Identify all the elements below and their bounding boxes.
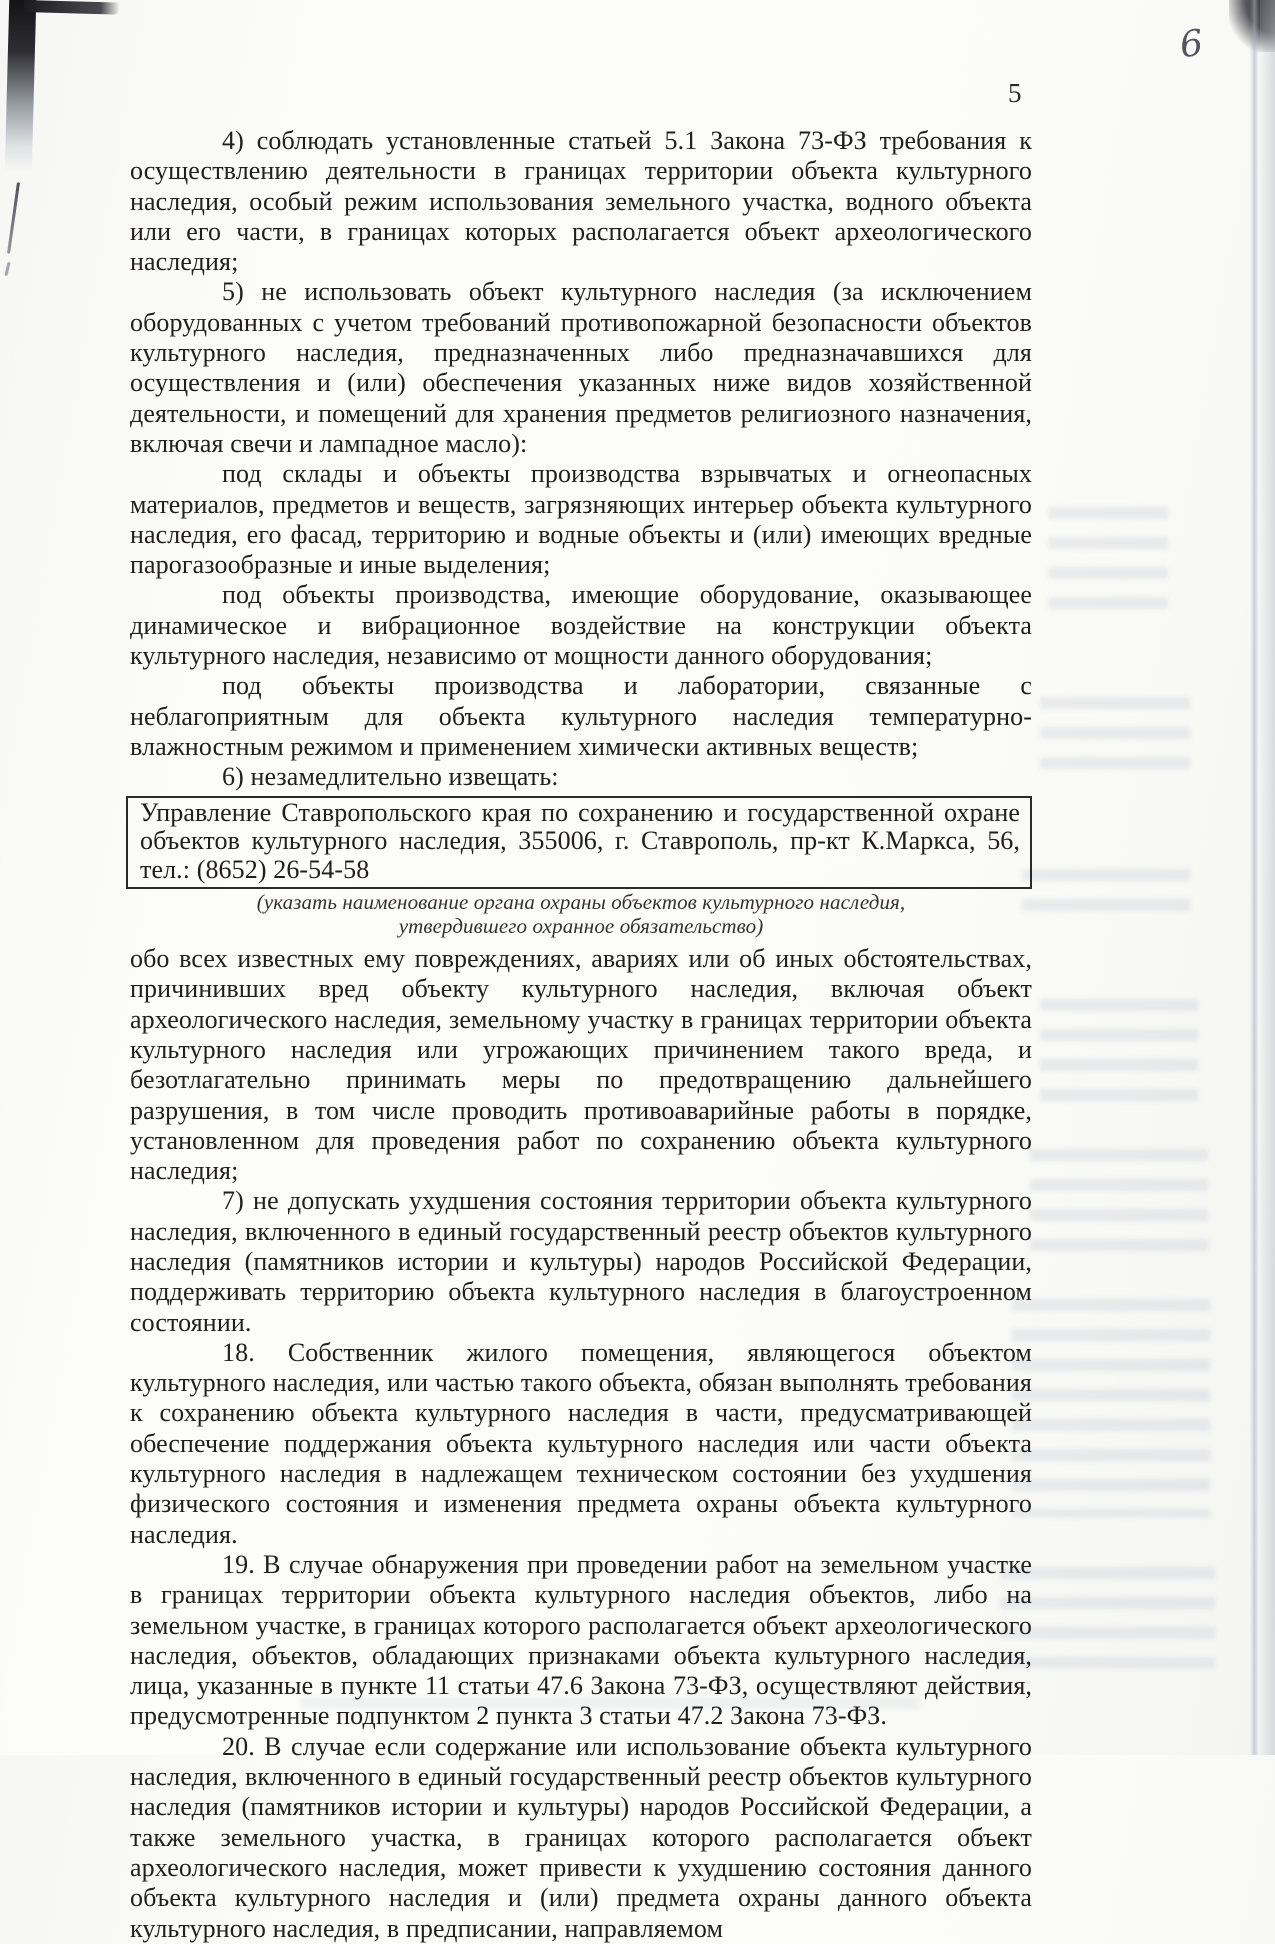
paragraph-item-7: 7) не допускать ухудшения состояния территории объекта культурного наследия, включенного в единый государственный реестр объектов культурного наследия (памятников истории и культуры) народов Российской Федерации, поддерживать территорию объекта культурного наследия в благоустроенном состоянии. [130,1186,1032,1337]
scan-artifact-pen-stroke [7,182,20,254]
paragraph-item-4: 4) соблюдать установленные статьей 5.1 Закона 73-ФЗ требования к осуществлению деятельности в границах территории объекта культурного наследия, особый режим использования земельного участка, водного объекта или его части, в границах которых располагается объект археологического наследия; [130,126,1032,277]
bleed-through-ghost [1012,1292,1210,1517]
bleed-through-ghost [1022,862,1190,920]
document-text-block [130,126,1032,1944]
bleed-through-ghost [1040,992,1198,1110]
scan-artifact-top-right-corner [1229,0,1275,52]
bleed-through-ghost [1048,500,1168,625]
paragraph-item-5-sub-laboratories: под объекты производства и лаборатории, связанные с неблагоприятным для объекта культурного наследия температурно-влажностным режимом и применением химически активных веществ; [130,671,1032,761]
printed-page-number: 5 [1008,78,1022,108]
paragraph-item-5-sub-production: под объекты производства, имеющие оборудование, оказывающее динамическое и вибрационное воздействие на конструкции объекта культурного наследия, независимо от мощности данного оборудования; [130,580,1032,671]
scan-artifact-page-edge-line [1250,0,1259,1755]
paragraph-item-6: 6) незамедлительно извещать: [222,762,559,792]
bleed-through-ghost [1040,690,1190,770]
paragraph-item-5-sub-warehouses: под склады и объекты производства взрывчатых и огнеопасных материалов, предметов и веществ, загрязняющих интерьер объекта культурного наследия, его фасад, территорию и водные объекты и (или) имеющих вредные парогазообразные и иные выделения; [130,459,1032,580]
paragraph-clause-20: 20. В случае если содержание или использование объекта культурного наследия, включенного в единый государственный реестр объектов культурного наследия (памятников истории и культуры) народов Российской Федерации, а также земельного участка, в границах которого располагается объект археологического наследия, может привести к ухудшению состояния данного объекта культурного наследия и (или) предмета охраны данного объекта культурного наследия, в предписании, направляемом [130,1731,1032,1943]
paragraph-item-5: 5) не использовать объект культурного наследия (за исключением оборудованных с учетом требований противопожарной безопасности объектов культурного наследия, предназначенных либо предназначавшихся для осуществления и (или) обеспечения указанных ниже видов хозяйственной деятельности, и помещений для хранения предметов религиозного назначения, включая свечи и лампадное масло): [130,277,1032,458]
authority-notice-box: Управление Ставропольского края по сохранению и государственной охране объектов культурного наследия, 355006, г. Ставрополь, пр-кт К.Маркса, 56, тел.: (8652) 26-54-58 [126,796,1032,890]
caption-line-2: утвердившего охранное обязательство) [398,913,764,938]
scan-artifact-top-left-bar [24,0,120,15]
scan-artifact-page-edge-band [1260,0,1275,1755]
paragraph-clause-18: 18. Собственник жилого помещения, являющегося объектом культурного наследия, или частью такого объекта, обязан выполнять требования к сохранению объекта культурного наследия в части, предусматривающей обеспечение поддержания объекта культурного наследия или части объекта культурного наследия в надлежащем техническом состоянии без ухудшения физического состояния и изменения предмета охраны объекта культурного наследия. [130,1337,1032,1549]
bleed-through-ghost [1000,1560,1215,1668]
scan-artifact-pen-stroke-dot [4,262,10,276]
paragraph-item-6-continuation: обо всех известных ему повреждениях, авариях или об иных обстоятельствах, причинивших вред объекту культурного наследия, включая объект археологического наследия, земельному участку в границах территории объекта культурного наследия или угрожающих причинением такого вреда, и безотлагательно принимать меры по предотвращению дальнейшего разрушения, в том числе проводить противоаварийные работы в порядке, установленном для проведения работ по сохранению объекта культурного наследия; [130,944,1032,1186]
caption-line-1: (указать наименование органа охраны объектов культурного наследия, [256,890,906,915]
paragraph-clause-19: 19. В случае обнаружения при проведении работ на земельном участке в границах территории объекта культурного наследия объектов, либо на земельном участке, в границах которого располагается объект археологического наследия, объектов, обладающих признаками объекта культурного наследия, лица, указанные в пункте 11 статьи 47.6 Закона 73-ФЗ, осуществляют действия, предусмотренные подпунктом 2 пункта 3 статьи 47.2 Закона 73-ФЗ. [130,1549,1032,1731]
handwritten-page-number: 6 [1177,22,1206,67]
bleed-through-ghost [1030,1142,1208,1260]
scan-artifact-left-vertical-bar [5,0,37,172]
authority-notice-caption [130,891,1032,938]
